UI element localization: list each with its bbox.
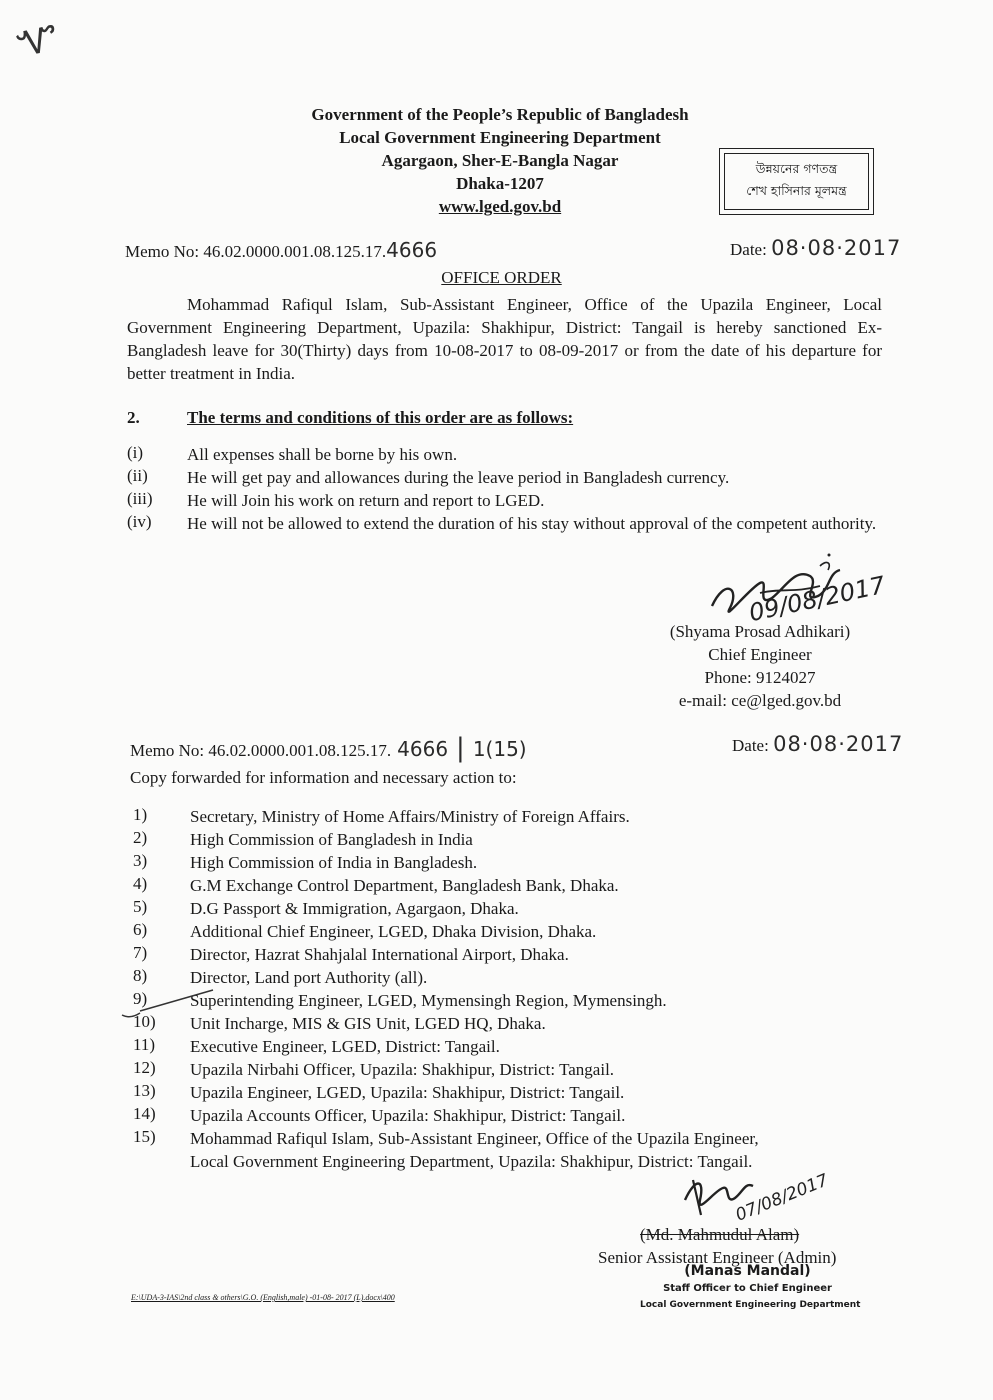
header-city: Dhaka-1207: [456, 174, 544, 193]
list-number: 4): [133, 874, 148, 893]
slogan-line-2: শেখ হাসিনার মূলমন্ত্র: [746, 183, 847, 198]
signatory-1-email: e-mail: ce@lged.gov.bd: [678, 691, 842, 710]
list-item: High Commission of India in Bangladesh.: [190, 853, 478, 872]
date-label-1: Date:: [730, 240, 767, 259]
list-item: Secretary, Ministry of Home Affairs/Ministry of Foreign Affairs.: [190, 807, 630, 826]
term-number: (iv): [127, 512, 152, 531]
date-handwritten-2: 08·08·2017: [773, 732, 904, 756]
chief-engineer-signature-date: 09/08/2017: [746, 570, 888, 628]
list-item: High Commission of Bangladesh in India: [190, 830, 473, 849]
signatory-1-name: (Shyama Prosad Adhikari): [669, 622, 851, 641]
header-website-link[interactable]: www.lged.gov.bd: [438, 197, 562, 216]
memo-label-2: Memo No: 46.02.0000.001.08.125.17.: [130, 741, 392, 760]
stamp-name: (Manas Mandal): [684, 1263, 811, 1279]
list-number: 9): [133, 989, 148, 1008]
signatory-1-block: [655, 620, 865, 712]
list-item: Director, Hazrat Shahjalal International Airport, Dhaka.: [190, 945, 569, 964]
header-government: Government of the People’s Republic of Bangladesh: [311, 105, 689, 124]
memo-divider: |: [456, 733, 465, 763]
term-text: All expenses shall be borne by his own.: [187, 445, 458, 464]
list-item: G.M Exchange Control Department, Bangladesh Bank, Dhaka.: [190, 876, 619, 895]
term-number: (ii): [127, 466, 148, 485]
terms-heading: The terms and conditions of this order are as follows:: [187, 408, 574, 427]
memo-date-2: [732, 732, 903, 756]
memo-number-1: [125, 238, 437, 262]
slogan-box: [719, 148, 874, 215]
list-item: Mohammad Rafiqul Islam, Sub-Assistant Engineer, Office of the Upazila Engineer,: [190, 1129, 759, 1148]
handwritten-tick-mark: [118, 985, 218, 1035]
list-number: 6): [133, 920, 148, 939]
term-text: He will not be allowed to extend the duration of his stay without approval of the competent authority.: [187, 514, 877, 533]
stamp-department: Local Government Engineering Department: [640, 1300, 861, 1310]
list-number: 3): [133, 851, 148, 870]
list-item: Executive Engineer, LGED, District: Tangail.: [190, 1037, 500, 1056]
signatory-1-designation: Chief Engineer: [708, 645, 812, 664]
list-item: Superintending Engineer, LGED, Mymensingh Region, Mymensingh.: [190, 991, 667, 1010]
list-number: 1): [133, 805, 148, 824]
office-order-title: OFFICE ORDER: [441, 268, 562, 287]
list-number: 14): [133, 1104, 156, 1123]
list-number: 5): [133, 897, 148, 916]
memo-handwritten-range: 1(15): [472, 737, 527, 761]
terms-section-number: 2.: [127, 408, 140, 427]
list-number: 15): [133, 1127, 156, 1146]
list-item: D.G Passport & Immigration, Agargaon, Dhaka.: [190, 899, 519, 918]
signatory-1-phone: Phone: 9124027: [704, 668, 816, 687]
term-text: He will Join his work on return and report to LGED.: [187, 491, 545, 510]
list-number: 13): [133, 1081, 156, 1100]
header-department: Local Government Engineering Department: [339, 128, 661, 147]
list-item: Upazila Engineer, LGED, Upazila: Shakhipur, District: Tangail.: [190, 1083, 625, 1102]
list-number: 11): [133, 1035, 156, 1054]
corner-handwritten-mark: Ꮙ: [14, 18, 63, 66]
list-item: Upazila Accounts Officer, Upazila: Shakhipur, District: Tangail.: [190, 1106, 626, 1125]
list-number: 7): [133, 943, 148, 962]
footer-file-path: E:\UDA-3-IAS\2nd class & others\G.O. (English,male) -01-08- 2017 (L).docx\400: [131, 1293, 395, 1302]
date-label-2: Date:: [732, 736, 769, 755]
header-address: Agargaon, Sher-E-Bangla Nagar: [381, 151, 619, 170]
list-item: Director, Land port Authority (all).: [190, 968, 428, 987]
date-handwritten-1: 08·08·2017: [771, 236, 902, 260]
copy-forwarded-line: Copy forwarded for information and necessary action to:: [130, 768, 517, 787]
senior-engineer-signature-date: 07/08/2017: [732, 1170, 832, 1226]
list-number: 8): [133, 966, 148, 985]
term-number: (i): [127, 443, 144, 462]
struck-signatory-name: (Md. Mahmudul Alam): [640, 1225, 800, 1244]
memo-number-2: [130, 733, 527, 763]
signatory-2-designation: Senior Assistant Engineer (Admin): [598, 1248, 837, 1267]
list-item: Unit Incharge, MIS & GIS Unit, LGED HQ, Dhaka.: [190, 1014, 546, 1033]
memo-handwritten-number-1: 4666: [386, 238, 438, 262]
list-number: 10): [133, 1012, 156, 1031]
memo-date-1: [730, 236, 901, 260]
order-body-paragraph: Mohammad Rafiqul Islam, Sub-Assistant Engineer, Office of the Upazila Engineer, Local Government Engineering Department, Upazila: Shakhipur, District: Tangail is hereby sanctioned Ex-Bangladesh leave for 30(Thirty) days from 10-08-2017 to 08-09-2017 or from the date of his departure for better treatment in India.: [127, 295, 882, 383]
list-item: Additional Chief Engineer, LGED, Dhaka Division, Dhaka.: [190, 922, 597, 941]
slogan-line-1: উন্নয়নের গণতন্ত্র: [755, 161, 838, 176]
term-number: (iii): [127, 489, 153, 508]
list-number: 2): [133, 828, 148, 847]
stamp-title: Staff Officer to Chief Engineer: [663, 1283, 832, 1294]
list-number: 12): [133, 1058, 156, 1077]
memo-handwritten-number-2: 4666: [397, 737, 449, 761]
list-item: Upazila Nirbahi Officer, Upazila: Shakhipur, District: Tangail.: [190, 1060, 615, 1079]
memo-label-1: Memo No: 46.02.0000.001.08.125.17.: [125, 242, 387, 261]
term-text: He will get pay and allowances during the leave period in Bangladesh currency.: [187, 468, 730, 487]
list-item-continuation: Local Government Engineering Department, Upazila: Shakhipur, District: Tangail.: [190, 1152, 753, 1171]
